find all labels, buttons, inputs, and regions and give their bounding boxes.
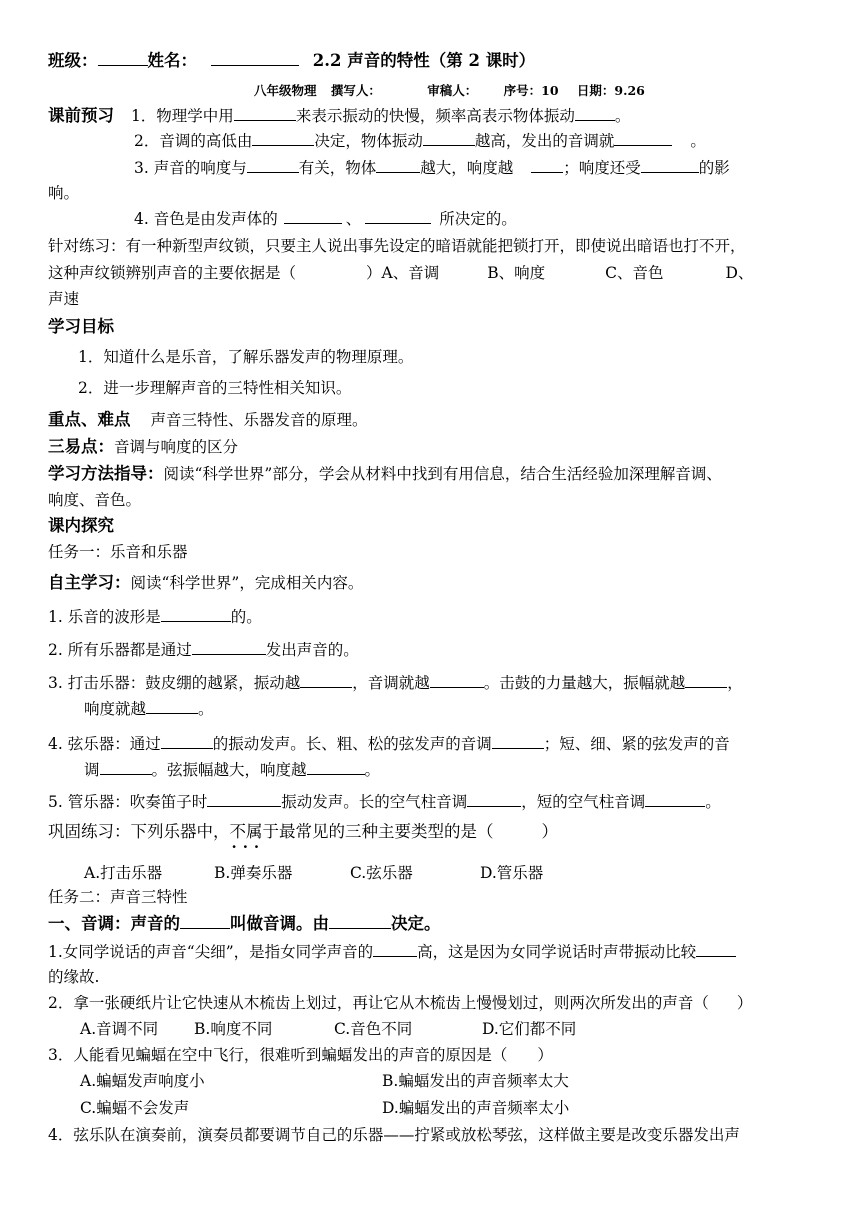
method-text-a: 阅读“科学世界”部分，学会从材料中找到有用信息，结合生活经验加深理解音调、 bbox=[163, 465, 722, 483]
pitch-blank-1 bbox=[180, 914, 230, 929]
class-label: 班级： bbox=[48, 51, 98, 70]
practice-option-c: C、音色 bbox=[605, 264, 664, 282]
key-points bbox=[48, 409, 820, 431]
pitch-text-a: 一、音调：声音的 bbox=[48, 914, 180, 933]
p3-options-row-2 bbox=[80, 1097, 820, 1119]
p3-option-d: D.蝙蝠发出的声音频率太小 bbox=[382, 1099, 570, 1117]
practice-option-d: D、 bbox=[725, 264, 754, 282]
item-4-blank-4 bbox=[307, 760, 365, 775]
p1-blank-2 bbox=[696, 942, 736, 957]
item-3-blank-2 bbox=[430, 673, 484, 688]
item-4 bbox=[48, 733, 820, 755]
item-5-text-c: ，短的空气柱音调 bbox=[521, 793, 646, 811]
q3-text-e: 的影 bbox=[698, 159, 730, 177]
easy-points bbox=[48, 436, 820, 458]
item-5-blank-2 bbox=[467, 792, 521, 807]
q3-blank-2 bbox=[376, 158, 420, 173]
p1-text-b: 高，这是因为女同学说话时声带振动比较 bbox=[417, 943, 697, 961]
name-label: 姓名： bbox=[147, 51, 197, 70]
item-2 bbox=[48, 639, 820, 661]
p2-question bbox=[48, 992, 820, 1014]
p3-text-b: ） bbox=[537, 1046, 553, 1064]
cons-option-d: D.管乐器 bbox=[480, 864, 544, 882]
item-1 bbox=[48, 606, 820, 628]
p1-line-2: 的缘故. bbox=[48, 968, 100, 986]
pitch-text-b: 叫做音调。由 bbox=[230, 914, 329, 933]
method-line-1 bbox=[48, 463, 820, 485]
item-4-text-d: 调 bbox=[84, 761, 100, 779]
p3-option-b: B.蝙蝠发出的声音频率太大 bbox=[382, 1072, 569, 1090]
q4-text-b: 、 bbox=[345, 210, 362, 228]
p1-blank-1 bbox=[373, 942, 417, 957]
header-line bbox=[48, 50, 820, 72]
p3-question bbox=[48, 1044, 820, 1066]
consolidation-options bbox=[84, 862, 820, 884]
key-label: 重点、难点 bbox=[48, 410, 131, 429]
q1-blank-1 bbox=[234, 106, 296, 121]
cons-text-c: ） bbox=[541, 822, 558, 841]
q3-blank-3 bbox=[531, 158, 563, 173]
easy-label: 三易点： bbox=[48, 437, 114, 456]
task1-title: 任务一：乐音和乐器 bbox=[48, 543, 188, 561]
practice-text-b: 这种声纹锁辨别声音的主要依据是（ bbox=[48, 264, 297, 282]
item-4-blank-1 bbox=[161, 734, 213, 749]
practice-line-2 bbox=[48, 262, 820, 284]
easy-text: 音调与响度的区分 bbox=[114, 438, 239, 456]
q2-text-a: 2．音调的高低由 bbox=[134, 132, 253, 150]
cons-option-a: A.打击乐器 bbox=[84, 864, 163, 882]
p2-options bbox=[80, 1018, 820, 1040]
item-3-blank-1 bbox=[300, 673, 352, 688]
p3-options-row-1 bbox=[80, 1070, 820, 1092]
item-4-cont bbox=[84, 759, 820, 781]
q4-text-a: 4. 音色是由发声体的 bbox=[134, 210, 278, 228]
q2-text-d: 。 bbox=[690, 132, 706, 150]
q2-blank-3 bbox=[614, 131, 672, 146]
item-3-blank-4 bbox=[146, 699, 198, 714]
preview-q4 bbox=[134, 208, 820, 230]
key-text: 声音三特性、乐器发音的原理。 bbox=[150, 411, 368, 429]
item-5-text-d: 。 bbox=[705, 793, 721, 811]
q1-text-a: 1．物理学中用 bbox=[130, 107, 234, 125]
p3-text-a: 3．人能看见蝙蝠在空中飞行，很难听到蝙蝠发出的声音的原因是（ bbox=[48, 1046, 508, 1064]
item-3-cont bbox=[84, 698, 820, 720]
p1-text-a: 1.女同学说话的声音“尖细”，是指女同学声音的 bbox=[48, 943, 374, 961]
cons-text-b: 最常见的三种主要类型的是（ bbox=[279, 822, 494, 841]
item-4-text-c: ；短、细、紧的弦发声的音 bbox=[543, 735, 730, 753]
q3-text-b: 有关，物体 bbox=[298, 159, 377, 177]
p3-option-a: A.蝙蝠发声响度小 bbox=[80, 1072, 205, 1090]
goal-1: 1．知道什么是乐音，了解乐器发声的物理原理。 bbox=[78, 348, 414, 366]
preview-q3-cont: 响。 bbox=[48, 184, 80, 202]
q3-text-d: ；响度还受 bbox=[563, 159, 641, 177]
item-4-blank-3 bbox=[100, 760, 152, 775]
q3-blank-1 bbox=[247, 158, 299, 173]
preview-q3 bbox=[134, 157, 820, 179]
cons-text-a: 巩固练习：下列乐器中， bbox=[48, 822, 230, 841]
item-3 bbox=[48, 672, 820, 694]
practice-option-b: B、响度 bbox=[487, 264, 546, 282]
name-blank bbox=[211, 51, 299, 66]
item-3-text-e: 响度就越 bbox=[84, 700, 147, 718]
q1-blank-2 bbox=[575, 106, 615, 121]
meta-writer: 撰写人： bbox=[330, 83, 381, 98]
goals-heading: 学习目标 bbox=[48, 317, 114, 336]
goal-2: 2．进一步理解声音的三特性相关知识。 bbox=[78, 379, 352, 397]
item-3-text-a: 3. 打击乐器：鼓皮绷的越紧，振动越 bbox=[48, 674, 301, 692]
method-line-2: 响度、音色。 bbox=[48, 491, 142, 509]
page-title: 2.2 声音的特性（第 2 课时） bbox=[312, 51, 536, 70]
inclass-heading: 课内探究 bbox=[48, 516, 114, 535]
p2-text-b: ） bbox=[736, 994, 753, 1012]
cons-option-c: C.弦乐器 bbox=[350, 864, 413, 882]
practice-option-a: ）A、音调 bbox=[366, 264, 440, 282]
preview-q1 bbox=[48, 105, 820, 127]
practice-line-3: 声速 bbox=[48, 290, 80, 308]
item-5-blank-3 bbox=[645, 792, 705, 807]
item-4-text-e: 。弦振幅越大，响度越 bbox=[151, 761, 307, 779]
item-3-text-b: ，音调就越 bbox=[352, 674, 430, 692]
item-4-blank-2 bbox=[492, 734, 544, 749]
cons-emphasis: 不属于 · · · bbox=[230, 822, 280, 841]
self-study-line bbox=[48, 572, 820, 594]
q1-text-b: 来表示振动的快慢，频率高表示物体振动 bbox=[295, 107, 575, 125]
item-3-text-c: 。击鼓的力量越大，振幅就越 bbox=[483, 674, 686, 692]
item-2-blank bbox=[192, 640, 266, 655]
class-blank bbox=[98, 51, 148, 66]
p2-option-d: D.它们都不同 bbox=[482, 1020, 577, 1038]
p3-option-c: C.蝙蝠不会发声 bbox=[80, 1099, 190, 1117]
meta-subject: 八年级物理 bbox=[254, 83, 317, 98]
q3-blank-4 bbox=[641, 158, 699, 173]
p2-option-b: B.响度不同 bbox=[194, 1020, 273, 1038]
item-4-text-f: 。 bbox=[364, 761, 381, 779]
q2-text-c: 越高，发出的音调就 bbox=[474, 132, 615, 150]
q2-blank-1 bbox=[252, 131, 314, 146]
p4-question: 4．弦乐队在演奏前，演奏员都要调节自己的乐器——拧紧或放松琴弦，这样做主要是改变乐器发出声 bbox=[48, 1126, 740, 1144]
preview-heading: 课前预习 bbox=[48, 106, 114, 125]
q4-text-c: 所决定的。 bbox=[439, 210, 517, 228]
pitch-blank-2 bbox=[329, 914, 391, 929]
item-3-text-f: 。 bbox=[198, 700, 214, 718]
item-5 bbox=[48, 791, 820, 813]
meta-date: 日期：9.26 bbox=[576, 83, 645, 98]
item-2-text-b: 发出声音的。 bbox=[265, 641, 359, 659]
method-label: 学习方法指导： bbox=[48, 464, 164, 483]
q3-text-a: 3. 声音的响度与 bbox=[134, 159, 247, 177]
p2-option-a: A.音调不同 bbox=[80, 1020, 159, 1038]
item-3-text-d: ， bbox=[727, 674, 743, 692]
q2-text-b: 决定，物体振动 bbox=[314, 132, 423, 150]
pitch-definition bbox=[48, 913, 820, 935]
p2-text-a: 2．拿一张硬纸片让它快速从木梳齿上划过，再让它从木梳齿上慢慢划过，则两次所发出的声音（ bbox=[48, 994, 709, 1012]
q4-blank-1 bbox=[284, 209, 342, 224]
preview-q2 bbox=[134, 130, 820, 152]
p2-option-c: C.音色不同 bbox=[334, 1020, 413, 1038]
cons-option-b: B.弹奏乐器 bbox=[214, 864, 293, 882]
p1-line-1 bbox=[48, 941, 820, 963]
item-1-text-a: 1. 乐音的波形是 bbox=[48, 608, 161, 626]
q3-text-c: 越大，响度越 bbox=[420, 159, 514, 177]
item-3-blank-3 bbox=[685, 673, 727, 688]
practice-line-1: 针对练习：有一种新型声纹锁，只要主人说出事先设定的暗语就能把锁打开，即使说出暗语也打不开， bbox=[48, 237, 746, 255]
meta-reviewer: 审稿人： bbox=[427, 83, 478, 98]
item-4-text-a: 4. 弦乐器：通过 bbox=[48, 735, 161, 753]
meta-seq: 序号：10 bbox=[503, 83, 559, 98]
item-5-blank-1 bbox=[207, 792, 281, 807]
item-5-text-a: 5. 管乐器：吹奏笛子时 bbox=[48, 793, 208, 811]
consolidation-question bbox=[48, 821, 820, 843]
q2-blank-2 bbox=[423, 131, 475, 146]
item-2-text-a: 2. 所有乐器都是通过 bbox=[48, 641, 192, 659]
pitch-text-c: 决定。 bbox=[391, 914, 441, 933]
item-1-text-b: 的。 bbox=[230, 608, 262, 626]
self-study-label: 自主学习： bbox=[48, 573, 131, 592]
self-study-text: 阅读“科学世界”，完成相关内容。 bbox=[130, 574, 364, 592]
task2-title: 任务二：声音三特性 bbox=[48, 888, 188, 906]
q1-text-c: 。 bbox=[614, 107, 631, 125]
q4-blank-2 bbox=[365, 209, 431, 224]
item-1-blank bbox=[161, 607, 231, 622]
meta-line bbox=[254, 80, 820, 102]
item-5-text-b: 振动发声。长的空气柱音调 bbox=[281, 793, 468, 811]
item-4-text-b: 的振动发声。长、粗、松的弦发声的音调 bbox=[212, 735, 492, 753]
